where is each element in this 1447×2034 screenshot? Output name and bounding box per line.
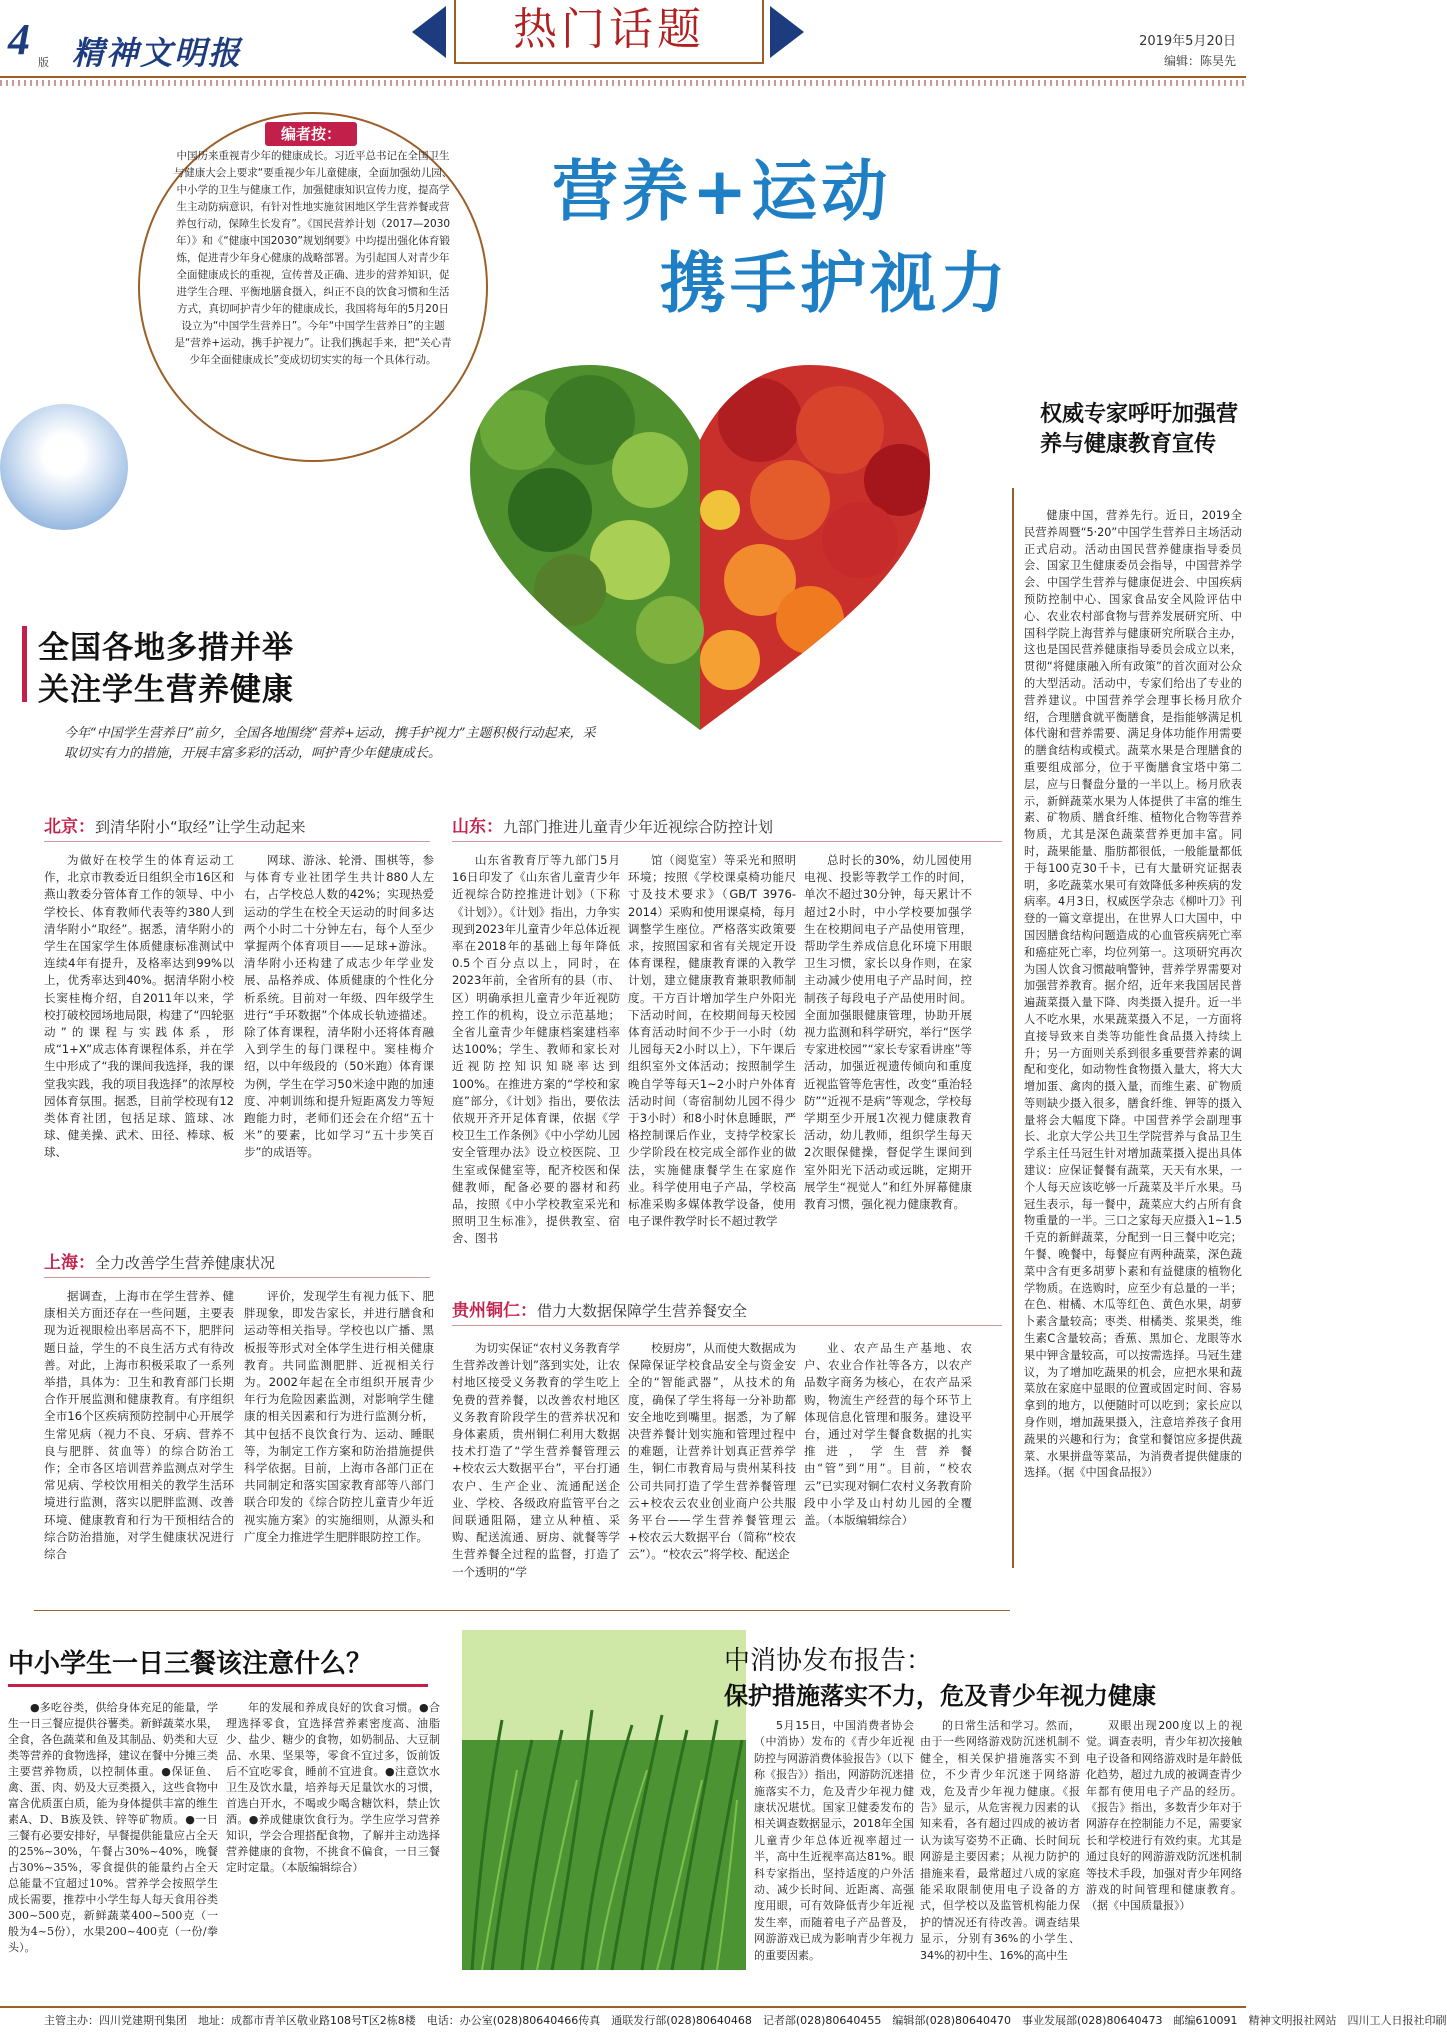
sky-illustration bbox=[0, 404, 128, 530]
title-accent-bar bbox=[22, 626, 27, 702]
experts-text: 健康中国，营养先行。近日，2019全民营养周暨“5·20”中国学生营养日主场活动正式启动。活动由国民营养健康指导委员会、国家卫生健康委员会指导，中国营养学会、中国学生营养与健康促进会、中国疾病预防控制中心、国家食品安全风险评估中心、农业农村部食物与营养发展研究所、中国科学院上海营养与健康研究所联合主办，这也是国民营养健康指导委员会成立以来，贯彻“将健康融入所有政策”的首次面对公众的大型活动。活动中，专家们给出了专业的营养建议。中国营养学会理事长杨月欣介绍，合理膳食就平衡膳食，是指能够满足机体代谢和营养需要、满足身体功能作用需要的膳食结构或模式。蔬菜水果是合理膳食的重要组成部分，位于平衡膳食宝塔中第二层，应与日餐盘分量的一半以上。杨月欣表示，新鲜蔬菜水果为人体提供了丰富的维生素、矿物质、膳食纤维、植物化合物等营养物质，尤其是深色蔬菜营养更加丰富。同时，蔬果能量、脂肪都很低，一般能量都低于每100克30千卡，已有大量研究证据表明，多吃蔬菜水果可有效降低多种疾病的发病率。4月3日，权威医学杂志《柳叶刀》刊登的一篇文章提出，在世界人口大国中，中国因膳食结构问题造成的心血管疾病死亡率和癌症死亡率，均位列第一。这项研究再次为国人饮食习惯敲响警钟，营养学界需要对加强营养教育。据介绍，近年来我国居民普遍蔬菜摄入量下降、肉类摄入提升。近一半人不吃水果，水果蔬菜摄入不足，一方面将直接导致来自类等功能性食品摄入持续上升；另一方面则关系到很多重要营养素的调配和变化，如动物性食物摄入量大，将大大增加蛋、禽肉的摄入量，而维生素、矿物质等则缺少摄入很多，膳食纤维、钾等的摄入量将会大幅度下降。中国营养学会副理事长、北京大学公共卫生学院营养与食品卫生学系主任马冠生针对增加蔬菜摄入提出具体建议：应保证餐餐有蔬菜，天天有水果，一个人每天应该吃够一斤蔬菜及半斤水果。马冠生表示，每一餐中，蔬菜应大约占所有食物重量的一半。三口之家每天应摄入1~1.5千克的新鲜蔬菜，分配到一日三餐中吃完；午餐、晚餐中，每餐应有两种蔬菜，深色蔬菜中含有更多胡萝卜素和有益健康的植物化学物质。在选购时，应至少有总量的一半；在色、柑橘、木瓜等红色、黄色水果，胡萝卜素含量较高；枣类、柑橘类、浆果类，维生素C含量较高；香蕉、黑加仑、龙眼等水果中钾含量较高，可以按需选择。马冠生建议，为了增加吃蔬果的机会，应把水果和蔬菜放在家庭中显眼的位置或固定时间、容易拿到的地方，以便随时可以吃到；家长应以身作则，增加蔬果摄入，注意培养孩子食用蔬果的兴趣和行为；食堂和餐馆应多提供蔬菜、水果拼盘等菜品，为消费者提供健康的选择。（据《中国食品报》） bbox=[1024, 509, 1242, 1480]
shandong-col1: 山东省教育厅等九部门5月16日印发了《山东省儿童青少年近视综合防控推进计划》（下称《计划》）。《计划》指出，力争实现到2023年儿童青少年总体近视率在2018年的基础上每年降低0.5个百分点以上，同时，在2023年前，全省所有的县（市、区）明确承担儿童青少年近视防控工作的机构，设立示范基地；全省儿童青少年健康档案建档率达100%；学生、教师和家长对近视防控知识知晓率达到100%。在推进方案的“学校和家庭”部分，《计划》指出，要依法依规开齐开足体育课，依据《学校卫生工作条例》《中小学幼儿园安全管理办法》设立校医院、卫生室或保健室等，配齐校医和保健教师，配备必要的器材和药品，按照《中小学校教室采光和照明卫生标准》，提供教室、宿舍、图书 bbox=[452, 853, 620, 1246]
vegetable-heart-illustration bbox=[460, 360, 940, 740]
beijing-place: 北京： bbox=[44, 817, 95, 837]
consumer-title2: 保护措施落实不力，危及青少年视力健康 bbox=[724, 1682, 1156, 1710]
page-number: 4 bbox=[8, 15, 30, 64]
page-editor: 编辑：陈昊先 bbox=[1163, 54, 1236, 68]
headline-line2: 携手护视力 bbox=[660, 245, 1010, 322]
shanghai-subtitle: 全力改善学生营养健康状况 bbox=[95, 1254, 276, 1272]
arrow-left-icon bbox=[412, 6, 446, 58]
shandong-col3: 总时长的30%，幼儿园使用电视、投影等教学工作的时间，单次不超过30分钟，每天累计不超过2小时，中小学校要加强学生在校期间电子产品使用管理，帮助学生养成信息化环境下用眼卫生习惯，家长以身作则，在家主动减少使用电子产品时间，控制孩子每段电子产品使用时间。全面加强眼健康管理，协助开展视力监测和科学研究，举行“医学专家进校园”“家长专家看讲座”等活动，加强近视遗传倾向和重度近视监管等危害性，改变“重治轻防”“近视不是病”等观念，学校每学期至少开展1次视力健康教育活动，幼儿教师，组织学生每天2次眼保健操，督促学生课间到室外阳光下活动或远眺，定期开展学生“视觉人”和红外屏幕健康教育习惯，强化视力健康教育。 bbox=[804, 853, 972, 1212]
shanghai-heading bbox=[44, 1248, 430, 1278]
meals-title: 中小学生一日三餐该注意什么？ bbox=[8, 1649, 373, 1679]
shandong-col2: 馆（阅览室）等采光和照明环境；按照《学校课桌椅功能尺寸及技术要求》（GB/T 3976-2014）采购和使用课桌椅，每月调整学生座位。严格落实政策要求，按照国家和省有关规定开设体育课程，健康教育课的入教学计划，建立健康教育兼职教师制度。干方百计增加学生户外阳光下活动时间，在校期间每天校园体育活动时间不少于一小时（幼儿园每天2小时以上），下午课后组织室外文体活动；按照制学生晚自学等每天1~2小时户外体育活动时间（寄宿制幼儿园不得少于3小时）和8小时休息睡眠，严格控制课后作业，支持学校家长少学阶段在校完成全部作业的做法，实施健康餐学生在家庭作业。科学使用电子产品，学校高标准采购多媒体教学设备，使用电子课件教学时长不超过教学 bbox=[628, 853, 796, 1229]
meals-col1: ●多吃谷类，供给身体充足的能量，学生一日三餐应提供谷薯类。新鲜蔬菜水果，全食，各色蔬菜和鱼及其制品、奶类和大豆类等营养的食物选择，建议在餐中分摊三类主要营养物质，以控制体重。●保证鱼、禽、蛋、肉、奶及大豆类摄入，这些食物中富含优质蛋白质，能为身体提供丰富的维生素A、D、B族及铁、锌等矿物质。●一日三餐有必要安排好，早餐提供能量应占全天的25%~30%，午餐占30%~40%，晚餐占30%~35%，零食提供的能量约占全天总能量不宜超过10%。营养学会按照学生成长需要，推荐中小学生每人每天食用谷类300~500克，新鲜蔬菜400~500克（一般为4~5份），水果200~400克（一份/拳头）。 bbox=[8, 1701, 218, 1954]
consumer-title1: 中消协发布报告： bbox=[724, 1646, 933, 1676]
guizhou-subtitle: 借力大数据保障学生营养餐安全 bbox=[537, 1302, 748, 1320]
consumer-col3: 双眼出现200度以上的视觉。调查表明，青少年初次接触电子设备和网络游戏时是年龄低化趋势，超过九成的被调查青少年都有使用电子产品的经历。《报告》指出，多数青少年对于网游存在控制能力不足，需要家长和学校进行有效约束。尤其是通过良好的网游游戏防沉迷机制等技术手段，加强对青少年网络游戏的时间管理和健康教育。（据《中国质量报》） bbox=[1086, 1719, 1242, 1913]
shanghai-col2: 评价，发现学生有视力低下、肥胖现象，即发告家长，并进行膳食和运动等相关指导。学校也以广播、黑板报等形式对全体学生进行相关健康教育。共同监测肥胖、近视相关行为。2002年起在全市组织开展青少年行为危险因素监测，对影响学生健康的相关因素和行为进行监测分析，其中包括不良饮食行为、运动、睡眠等，为制定工作方案和防治措施提供科学依据。目前，上海市各部门正在共同制定和落实国家教育部等八部门联合印发的《综合防控儿童青少年近视实施方案》的实施细则，从源头和广度全力推进学生肥胖眼防控工作。 bbox=[244, 1289, 434, 1544]
consumer-col2: 的日常生活和学习。然而，由于一些网络游戏防沉迷机制不健全，相关保护措施落实不到位，不少青少年沉迷于网络游戏，危及青少年视力健康。《报告》显示，从危害视力因素的认知来看，各有超过四成的被访者认为读写姿势不正确、长时间玩网游是主要因素；从视力防护的措施来看，最常超过八成的家庭能采取限制使用电子设备的方式，但学校以及监管机构能力保护的情况还有待改善。调查结果显示，分别有36%的小学生、34%的初中生、16%的高中生 bbox=[920, 1719, 1080, 1962]
guizhou-heading bbox=[452, 1296, 1002, 1326]
story-bottom-rule bbox=[34, 1610, 1010, 1611]
shandong-subtitle: 九部门推进儿童青少年近视综合防控计划 bbox=[503, 818, 774, 836]
shanghai-place: 上海： bbox=[44, 1253, 95, 1273]
shanghai-col1: 据调查，上海市在学生营养、健康相关方面还存在一些问题，主要表现为近视眼检出率居高不下，肥胖问题日益，学生的不良生活方式有待改善。对此，上海市积极采取了一系列举措，具体为：卫生和教育部门长期合作开展监测和健康教育。有序组织全市16个区疾病预防控制中心开展学生常见病（视力不良、牙病、营养不良与肥胖、贫血等）的综合防治工作；全市各区培训营养监测点对学生常见病、学校饮用相关的教学生活环境进行监测，落实以肥胖监测、改善环境、健康教育和行为干预相结合的综合防治措施，对学生健康状况进行综合 bbox=[44, 1289, 234, 1562]
feature-lead: 今年“中国学生营养日”前夕，全国各地围绕“营养+运动，携手护视力”主题积极行动起来，采取切实有力的措施，开展丰富多彩的活动，呵护青少年健康成长。 bbox=[64, 726, 596, 761]
guizhou-col2: 校厨房”，从而使大数据成为保障保证学校食品安全与资金安全的“智能武器”，从技术的角度，确保了学生将每一分补助都安全地吃到嘴里。据悉，为了解决营养餐计划实施和管理过程中的难题，让营养计划真正营养学生，铜仁市教育局与贵州某科技公司共同打造了学生营养餐管理云+校农云农业创业商户公共服务平台——学生营养餐管理云+校农云大数据平台（简称“校农云”）。“校农云”将学校、配送企 bbox=[628, 1341, 796, 1562]
feature-title-line2: 关注学生营养健康 bbox=[38, 672, 294, 708]
experts-divider bbox=[1012, 488, 1017, 1568]
shandong-heading bbox=[452, 812, 1002, 842]
headline-line1: 营养+运动 bbox=[552, 153, 892, 230]
meals-col2: 年的发展和养成良好的饮食习惯。●合理选择零食，宜选择营养素密度高、油脂少、盐少、糖少的食物，如奶制品、大豆制品、水果、坚果等，零食不宜过多，饭前饭后不宜吃零食，睡前不宜进食。●注意饮水卫生及饮水量，培养每天足量饮水的习惯，首选白开水，不喝或少喝含糖饮料，禁止饮酒。●养成健康饮食行为。学生应学习营养知识，学会合理搭配食物，了解并主动选择营养健康的食物，不挑食不偏食，一日三餐定时定量。（本版编辑综合） bbox=[226, 1701, 440, 1874]
editor-note-text: 中国历来重视青少年的健康成长。习近平总书记在全国卫生与健康大会上要求“要重视少年儿童健康，全面加强幼儿园、中小学的卫生与健康工作，加强健康知识宣传力度，提高学生主动防病意识，有针对性地实施贫困地区学生营养餐或营养包行动，保障生长发育”。《国民营养计划（2017—2030年）》和《“健康中国2030”规划纲要》中均提出强化体育锻炼，促进青少年身心健康的战略部署。为引起国人对青少年全面健康成长的重视，宣传普及正确、进步的营养知识，促进学生合理、平衡地膳食摄入，纠正不良的饮食习惯和生活方式，真切呵护青少年的健康成长，我国将每年的5月20日设立为“中国学生营养日”。今年“中国学生营养日”的主题是“营养+运动，携手护视力”。让我们携起手来，把“关心青少年全面健康成长”变成切切实实的每一个具体行动。 bbox=[173, 150, 453, 366]
issue-date: 2019年5月20日 bbox=[1139, 34, 1236, 49]
meals-title-rule bbox=[8, 1684, 428, 1687]
shandong-place: 山东： bbox=[452, 817, 503, 837]
arrow-right-icon bbox=[770, 6, 804, 58]
guizhou-col1: 为切实保证“农村义务教育学生营养改善计划”落到实处，让农村地区接受义务教育的学生吃上免费的营养餐，以改善农村地区义务教育阶段学生的营养状况和身体素质，贵州铜仁利用大数据技术打造了“学生营养餐管理云+校农云大数据平台”，平台打通农户、生产企业、流通配送企业、学校、各级政府监管平台之间联通阻隔，建立从种植、采购、配送流通、厨房、就餐等学生营养餐全过程的监督，打造了一个透明的“学 bbox=[452, 1341, 620, 1579]
paper-name: 精神文明报 bbox=[72, 34, 243, 72]
header-divider bbox=[0, 80, 1246, 86]
editor-note-title: 编者按： bbox=[265, 122, 357, 146]
experts-title: 权威专家呼吁加强营养与健康教育宣传 bbox=[1040, 402, 1239, 457]
beijing-heading bbox=[44, 812, 430, 842]
section-title: 热门话题 bbox=[454, 0, 764, 64]
beijing-col2: 网球、游泳、轮滑、围棋等，参与体育专业社团学生共计880人左右，占学校总人数的42%；实现热爱运动的学生在校全天运动的时间多达两个小时二十分钟左右，每个人至少掌握两个体育项目——足球+游泳。清华附小还构建了成志少年学业发展、品格养成、体质健康的个性化分析系统。目前对一年级、四年级学生进行“手环数据”个体成长轨迹描述。除了体育课程，清华附小还将体育融入到学生的每门课程中。窦桂梅介绍，以中年级段的（50米跑）体育课为例，学生在学习50米途中跑的加速度、冲刺训练和提升短距离发力等短跑能力时，老师们还会在介绍“五十米”的要素，比如学习“五十步笑百步”的成语等。 bbox=[244, 853, 434, 1160]
consumer-col1: 5月15日，中国消费者协会（中消协）发布的《青少年近视防控与网游消费体验报告》（以下称《报告》）指出，网游防沉迷措施落实不力，危及青少年视力健康状况堪忧。国家卫健委发布的相关调查数据显示，2018年全国儿童青少年总体近视率超过一半，高中生近视率高达81%。眼科专家指出，坚持适度的户外活动、减少长时间、近距离、高强度用眼，可有效降低青少年近视发生率，而随着电子产品普及，网游游戏已成为影响青少年视力的重要因素。 bbox=[754, 1719, 914, 1962]
guizhou-place: 贵州铜仁： bbox=[452, 1301, 537, 1321]
beijing-col1: 为做好在校学生的体育运动工作，北京市教委近日组织全市16区和燕山教委分管体育工作的领导、中小学校长、体育教师代表等约380人到清华附小“取经”。据悉，清华附小的学生在国家学生体质健康标准测试中连续4年有提升，及格率达到99%以上，优秀率达到40%。据清华附小校长窦桂梅介绍，自2011年以来，学校打破校园场地局限，构建了“四轮驱动”的课程与实践体系，形成“1+X”成志体育课程体系，并在学生中形成了“我的课间我选择，我的课堂我实践，我的项目我选择”的浓厚校园体育氛围。据悉，目前学校现有12类体育社团，包括足球、篮球、冰球、健美操、武术、田径、棒球、板球、 bbox=[44, 853, 234, 1160]
beijing-subtitle: 到清华附小“取经”让学生动起来 bbox=[95, 818, 306, 836]
grass-photo bbox=[462, 1630, 746, 1970]
feature-title-line1: 全国各地多措并举 bbox=[38, 630, 294, 666]
guizhou-col3: 业、农产品生产基地、农户、农业合作社等各方，以农产品数字商务为核心，在农产品采购，物流生产经营的每个环节上体现信息化管理和服务。建设平台，通过对学生餐食数据的扎实推进，学生营养餐由“管”到“用”。目前，“校农云”已实现对铜仁农村义务教育阶段中小学及山村幼儿园的全覆盖。（本版编辑综合） bbox=[804, 1341, 972, 1528]
page-tag: 版 bbox=[38, 56, 49, 69]
page-footer: 主管主办：四川党建期刊集团 地址：成都市青羊区敬业路108号T区2栋8楼 电话：办公室(028)80640466传真 通联发行部(028)80640468 记者部(028)80640455 编辑部(028)80640470 事业发展部(028)80640473 邮编610091 精神文明报社网站 四川工人日报社印刷 bbox=[0, 2006, 1246, 2034]
